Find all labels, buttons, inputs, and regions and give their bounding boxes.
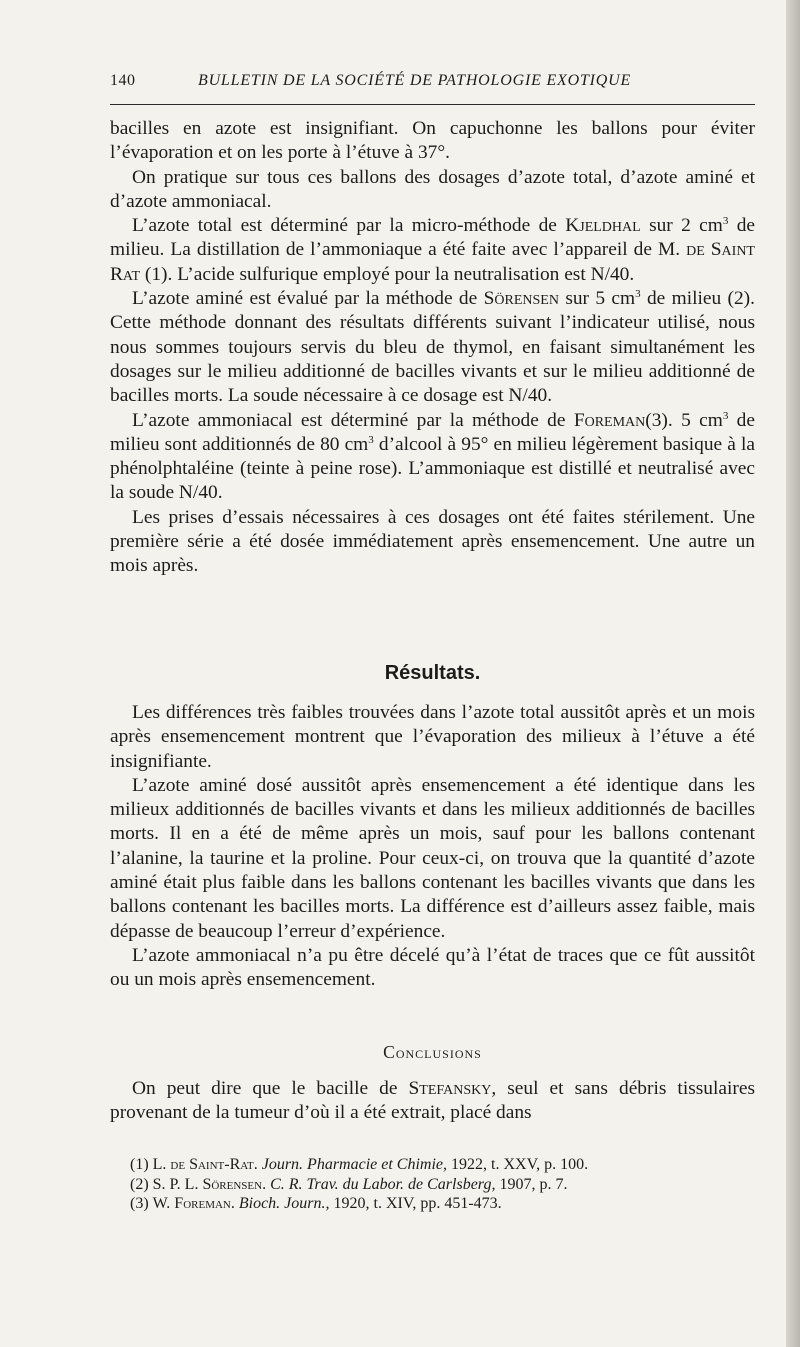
header-rule	[110, 104, 755, 105]
paragraph: Les différences très faibles trouvées dans l’azote total aussitôt après et un mois après ensemencement montrent que l’évaporation des milieux à l’étuve a été insignifiante.	[110, 702, 755, 772]
paragraph: L’azote aminé est évalué par la méthode de Sörensen sur 5 $cm^3$ de milieu (2). Cette méthode donnant des résultats différents suivant l’indicateur utilisé, nous nous sommes toujours servis du bleu de thymol, en faisant simultanément les dosages sur le milieu additionné de bacilles vivants et sur le milieu additionné de bacilles morts. La soude nécessaire à ce dosage est N/40.	[110, 288, 755, 407]
paragraph: L’azote ammoniacal n’a pu être décelé qu’à l’état de traces que ce fût aussitôt ou un mois après ensemencement.	[110, 944, 755, 991]
section-heading-results: Résultats.	[384, 662, 481, 684]
section-heading-conclusions: Conclusions	[383, 1042, 482, 1062]
conclusions-section	[110, 1077, 755, 1126]
footnote: (3) W. Foreman. Bioch. Journ., 1920, t. XIV, pp. 451-473.	[130, 1195, 502, 1212]
paragraph: L’azote aminé dosé aussitôt après ensemencement a été identique dans les milieux additionnés de bacilles vivants et dans les milieux additionnés de bacilles morts. Il en a été de même après un mois, sauf pour les ballons contenant l’alanine, la taurine et la proline. Pour ceux-ci, on trouva que la quantité d’azote aminé était plus faible dans les ballons contenant les bacilles vivants que dans les ballons contenant les bacilles morts. La différence est d’ailleurs assez faible, mais dépasse de beaucoup l’erreur d’expérience.	[110, 774, 755, 942]
methods-section	[110, 117, 755, 579]
page-edge	[786, 0, 800, 1347]
running-title: BULLETIN DE LA SOCIÉTÉ DE PATHOLOGIE EXOTIQUE	[198, 72, 632, 89]
paragraph: On peut dire que le bacille de Stefansky, seul et sans débris tissulaires provenant de la tumeur d’où il a été extrait, placé dans	[110, 1078, 755, 1124]
author-sorensen: Sörensen	[483, 288, 559, 310]
author-stefansky: Stefansky	[408, 1078, 492, 1099]
paragraph: On pratique sur tous ces ballons des dosages d’azote total, d’azote aminé et d’azote ammoniacal.	[110, 166, 755, 212]
author-kjeldhal: Kjeldhal	[565, 215, 641, 237]
author-foreman: Foreman	[573, 409, 646, 431]
paragraph: bacilles en azote est insignifiant. On capuchonne les ballons pour éviter l’évaporation et on les porte à l’étuve à 37°.	[110, 118, 755, 164]
paragraph: L’azote total est déterminé par la micro-méthode de Kjeldhal sur 2 $cm^3$ de milieu. La distillation de l’ammoniaque a été faite avec l’appareil de M. de Saint Rat (1). L’acide sulfurique employé pour la neutralisation est N/40.	[110, 215, 756, 285]
paragraph: L’azote ammoniacal est déterminé par la méthode de Foreman(3). 5 $cm^3$ de milieu sont additionnés de 80 $cm^3$ d’alcool à 95° en milieu légèrement basique à la phénolphtaléine (teinte à peine rose). L’ammoniaque est distillé et neutralisé avec la soude N/40.	[110, 409, 755, 504]
footnote: (1) L. de Saint-Rat. Journ. Pharmacie et Chimie, 1922, t. XXV, p. 100.	[130, 1156, 589, 1173]
footnote: (2) S. P. L. Sörensen. C. R. Trav. du Labor. de Carlsberg, 1907, p. 7.	[130, 1175, 568, 1193]
results-section	[110, 701, 755, 993]
paragraph: Les prises d’essais nécessaires à ces dosages ont été faites stérilement. Une première série a été dosée immédiatement après ensemencement. Une autre un mois après.	[110, 506, 755, 577]
page-number: 140	[110, 72, 136, 89]
footnotes	[130, 1155, 760, 1214]
